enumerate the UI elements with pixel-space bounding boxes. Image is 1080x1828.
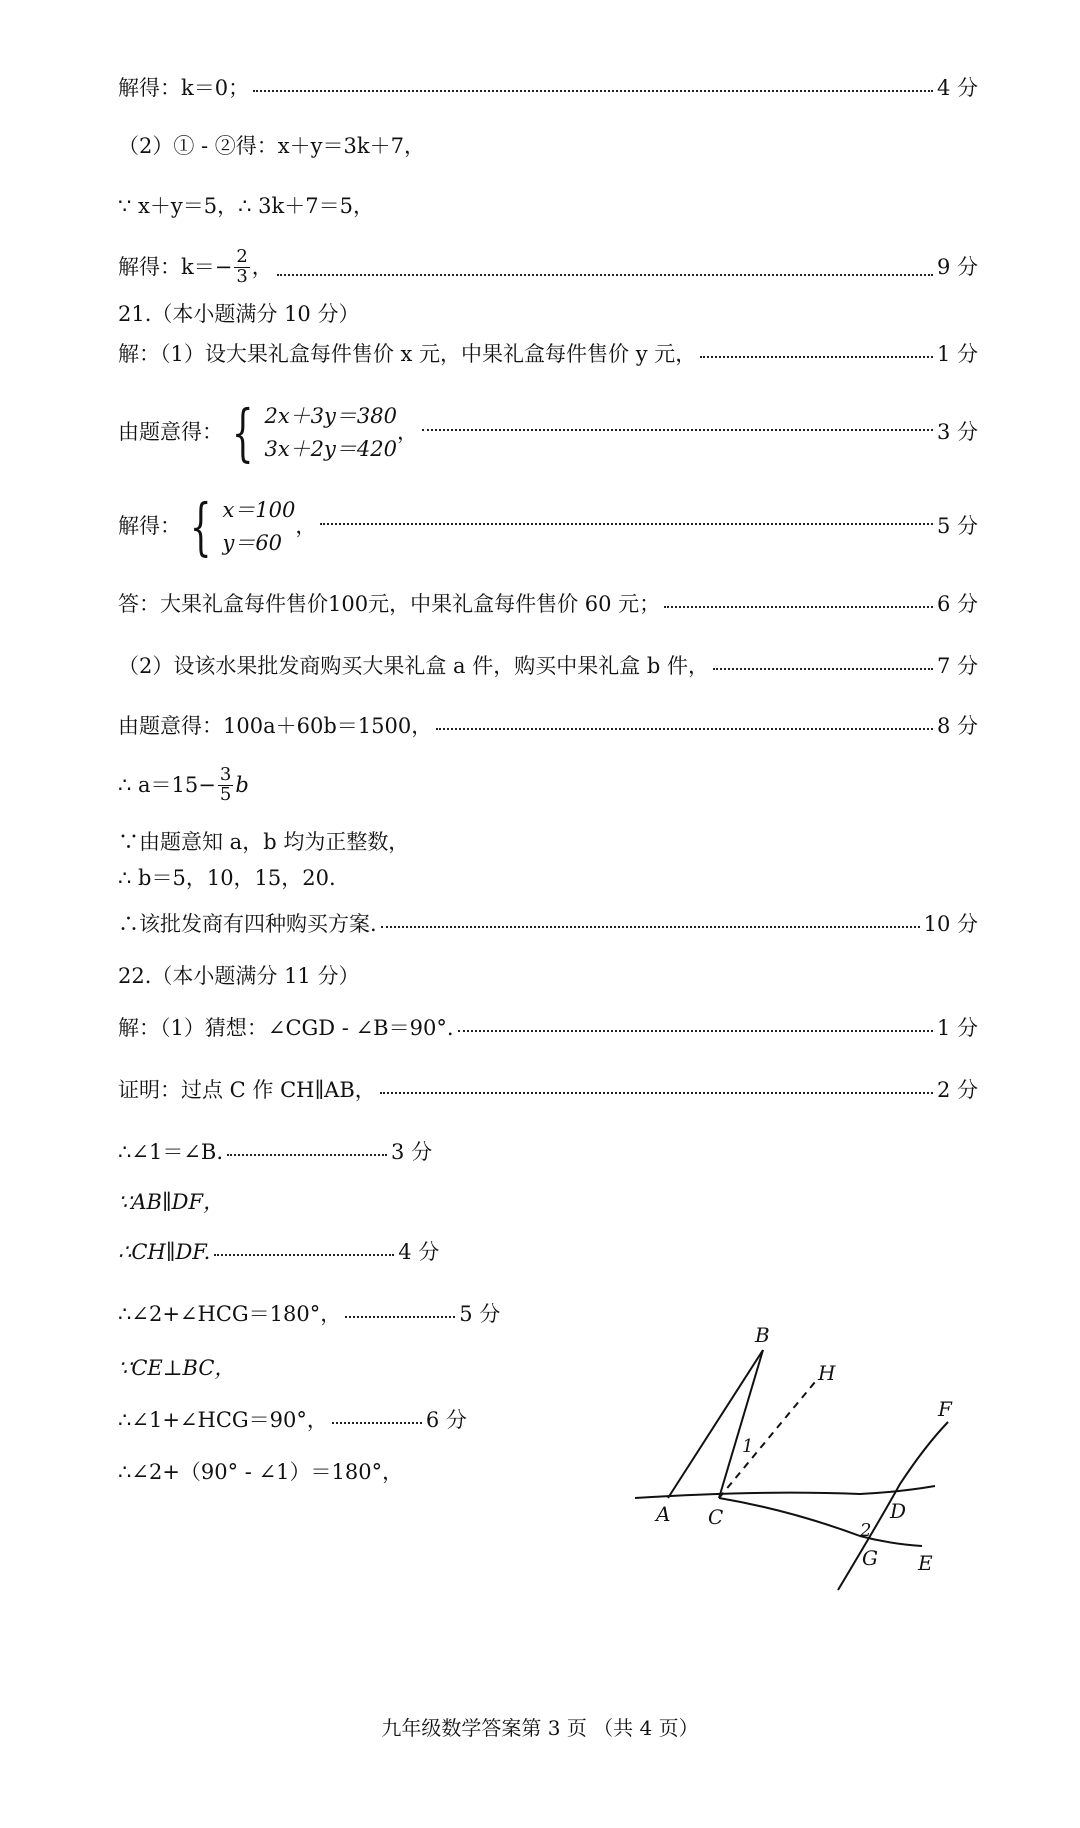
equation-2: 3x＋2y＝420 xyxy=(264,436,397,461)
line-text: ∴∠2+∠HCG＝180°， xyxy=(118,1302,342,1326)
fraction-denominator: 3 xyxy=(236,265,248,287)
point-label-e: E xyxy=(918,1551,933,1575)
score-label: 10 分 xyxy=(923,912,978,936)
score-label: 2 分 xyxy=(936,1078,978,1102)
line-text: 证明：过点 C 作 CH∥AB， xyxy=(118,1078,376,1102)
score-label: 5 分 xyxy=(936,513,978,538)
line-text: 21.（本小题满分 10 分） xyxy=(118,302,360,326)
line-text: 由题意得：100a＋60b＝1500， xyxy=(118,714,433,738)
line-prefix: 解得：k＝− xyxy=(118,254,233,279)
dashed-ch xyxy=(719,1382,815,1498)
score-label: 8 分 xyxy=(936,714,978,738)
score-label: 5 分 xyxy=(459,1302,501,1326)
line-suffix: ， xyxy=(396,419,418,444)
line-ad xyxy=(635,1486,935,1498)
line-text: ∴该批发商有四种购买方案. xyxy=(118,912,377,936)
point-label-d: D xyxy=(890,1499,907,1523)
point-label-h: H xyxy=(818,1361,836,1385)
line-text: （2）① - ②得：x＋y＝3k＋7， xyxy=(118,134,425,158)
line-text: ∴CH∥DF. xyxy=(118,1240,211,1264)
point-label-a: A xyxy=(656,1502,671,1526)
line-text: 解：（1）设大果礼盒每件售价 x 元，中果礼盒每件售价 y 元， xyxy=(118,342,697,366)
score-label: 3 分 xyxy=(936,419,978,444)
line-prefix: ∴ a＝15− xyxy=(118,772,216,797)
score-label: 4 分 xyxy=(936,76,978,100)
equation-1: 2x＋3y＝380 xyxy=(264,404,397,428)
fraction-denominator: 5 xyxy=(219,783,232,805)
angle-label-1: 1 xyxy=(742,1436,754,1457)
point-label-g: G xyxy=(862,1546,878,1570)
score-label: 4 分 xyxy=(398,1240,440,1264)
line-text: ∵由题意知 a，b 均为正整数， xyxy=(118,830,410,854)
line-suffix: ， xyxy=(295,513,317,538)
line-prefix: 解得： xyxy=(118,513,181,538)
line-text: 解：（1）猜想：∠CGD - ∠B＝90°. xyxy=(118,1016,454,1040)
point-label-c: C xyxy=(708,1505,724,1529)
line-text: （2）设该水果批发商购买大果礼盒 a 件，购买中果礼盒 b 件， xyxy=(118,654,710,678)
fraction-numerator: 3 xyxy=(219,764,232,785)
score-label: 7 分 xyxy=(936,654,978,678)
score-label: 3 分 xyxy=(391,1140,433,1164)
line-text: 解得：k＝0； xyxy=(118,76,250,100)
left-brace: { xyxy=(189,489,212,563)
score-label: 1 分 xyxy=(936,342,978,366)
score-label: 6 分 xyxy=(425,1408,467,1432)
line-text: ∵AB∥DF， xyxy=(118,1190,225,1214)
score-label: 6 分 xyxy=(936,592,978,616)
line-text: ∵CE⊥BC， xyxy=(118,1356,236,1380)
line-suffix: b xyxy=(235,772,249,797)
point-label-b: B xyxy=(755,1323,770,1347)
fraction-numerator: 2 xyxy=(236,246,248,267)
line-text: 答：大果礼盒每件售价100元，中果礼盒每件售价 60 元； xyxy=(118,592,661,616)
line-text: ∴∠2+（90° - ∠1）＝180°， xyxy=(118,1460,404,1484)
line-text: ∴∠1+∠HCG＝90°， xyxy=(118,1408,328,1432)
line-text: ∴ b＝5，10，15，20. xyxy=(118,866,336,890)
segment-ab xyxy=(668,1350,763,1498)
left-brace: { xyxy=(231,395,254,469)
line-text: 22.（本小题满分 11 分） xyxy=(118,964,360,988)
page-footer: 九年级数学答案第 3 页 （共 4 页） xyxy=(381,1716,699,1740)
point-label-f: F xyxy=(938,1397,952,1421)
score-label: 1 分 xyxy=(936,1016,978,1040)
angle-label-2: 2 xyxy=(860,1520,872,1541)
line-text: ∵ x＋y＝5，∴ 3k＋7＝5， xyxy=(118,194,374,218)
score-label: 9 分 xyxy=(936,254,978,279)
solution-x: x＝100 xyxy=(222,498,296,522)
solution-y: y＝60 xyxy=(222,530,283,555)
line-text: ∴∠1＝∠B. xyxy=(118,1140,224,1164)
segment-cb xyxy=(719,1350,763,1498)
line-prefix: 由题意得： xyxy=(118,419,223,444)
line-suffix: ， xyxy=(251,254,273,279)
